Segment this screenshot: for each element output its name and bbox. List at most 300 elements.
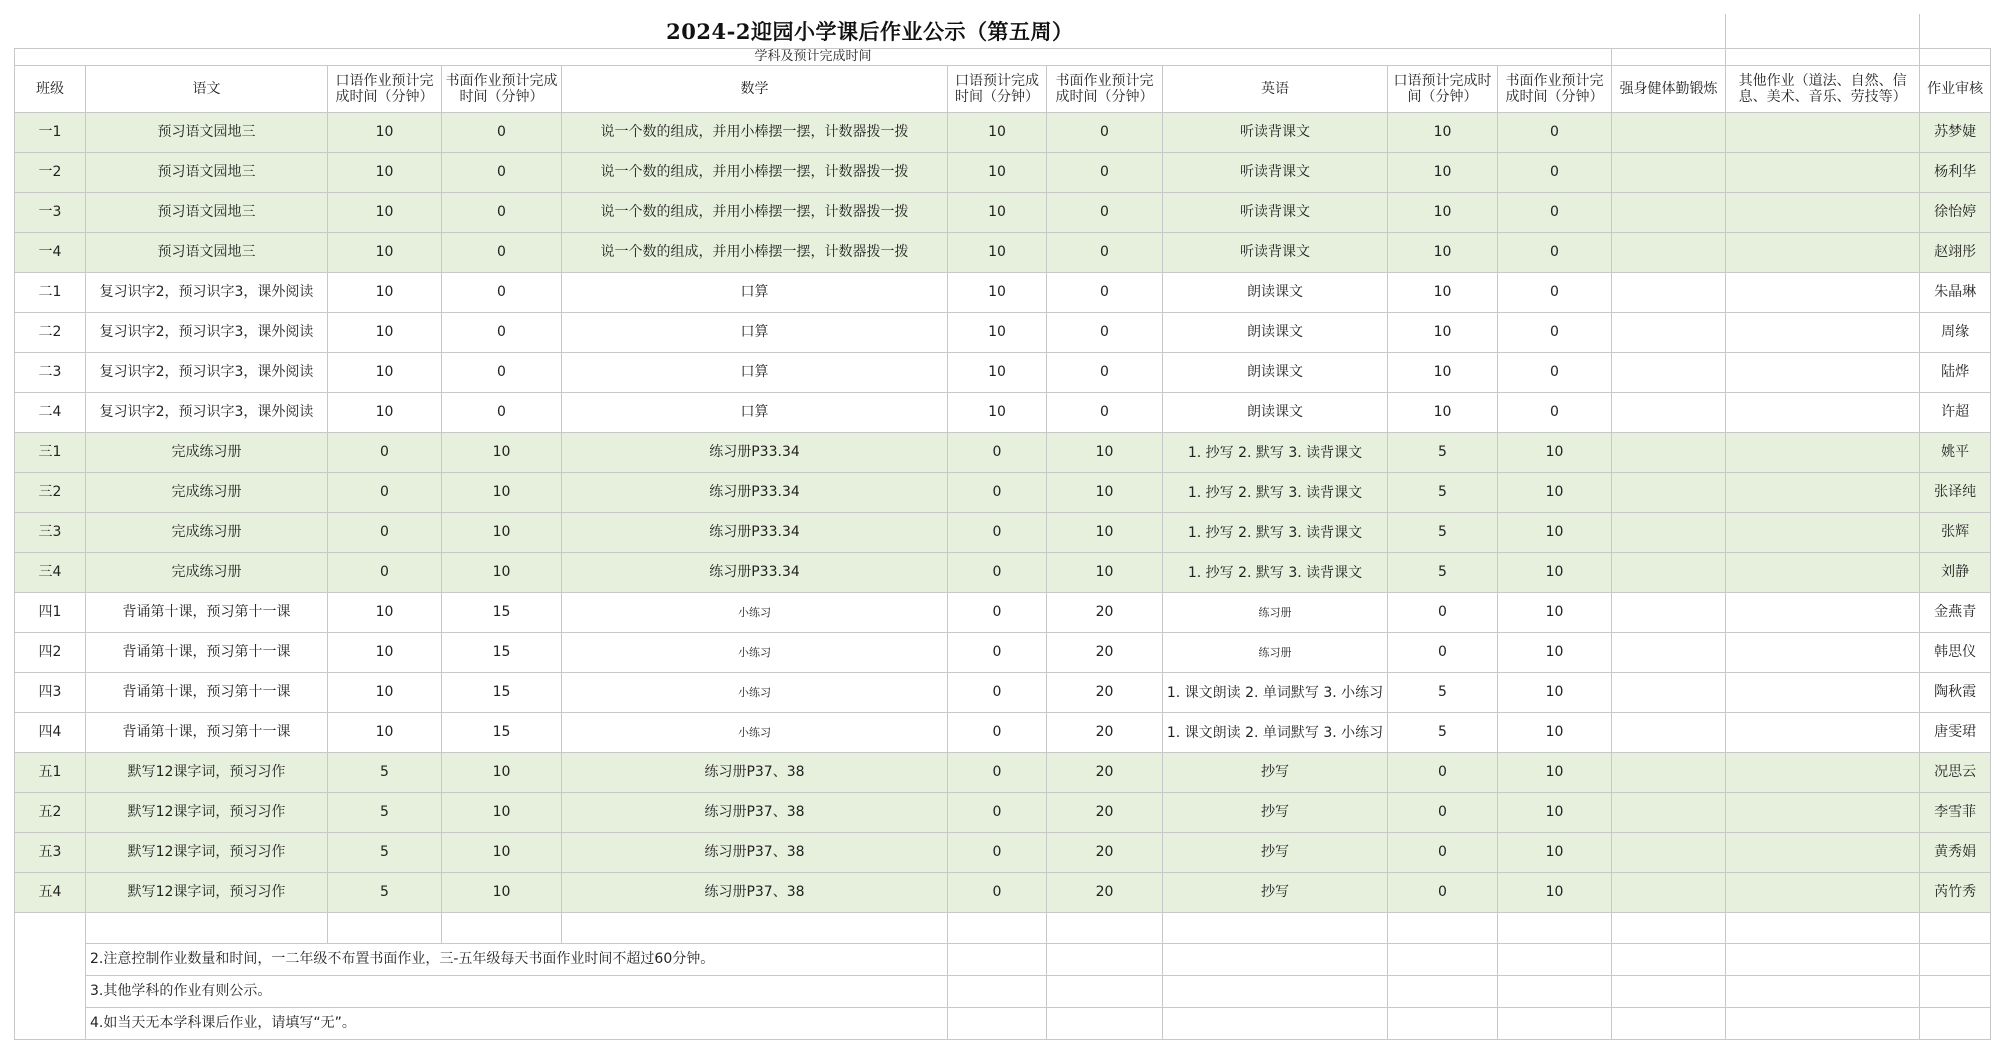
chinese-cell: 完成练习册 [86, 433, 328, 473]
chinese-cell: 背诵第十课，预习第十一课 [86, 593, 328, 633]
note-cell-blank [1612, 976, 1726, 1008]
math-written-cell: 20 [1047, 793, 1163, 833]
empty-cell [1047, 913, 1163, 944]
math-written-cell: 20 [1047, 673, 1163, 713]
reviewer-cell: 姚平 [1920, 433, 1991, 473]
chinese-written-cell: 0 [442, 193, 562, 233]
reviewer-cell: 张辉 [1920, 513, 1991, 553]
fitness-cell [1612, 553, 1726, 593]
header-class: 班级 [15, 66, 86, 113]
english-written-cell: 10 [1498, 713, 1612, 753]
math-oral-cell: 0 [948, 633, 1047, 673]
chinese-oral-cell: 10 [328, 193, 442, 233]
chinese-oral-cell: 5 [328, 793, 442, 833]
note-cell-blank [1498, 944, 1612, 976]
chinese-written-cell: 10 [442, 553, 562, 593]
reviewer-cell: 李雪菲 [1920, 793, 1991, 833]
subtitle-row [15, 49, 1991, 66]
english-written-cell: 10 [1498, 873, 1612, 913]
math-oral-cell: 10 [948, 273, 1047, 313]
english-written-cell: 0 [1498, 153, 1612, 193]
english-written-cell: 0 [1498, 113, 1612, 153]
math-cell: 小练习 [562, 673, 948, 713]
chinese-written-cell: 0 [442, 153, 562, 193]
fitness-cell [1612, 673, 1726, 713]
chinese-cell: 背诵第十课，预习第十一课 [86, 633, 328, 673]
homework-table [14, 14, 1991, 1040]
class-cell: 五3 [15, 833, 86, 873]
reviewer-cell: 况思云 [1920, 753, 1991, 793]
note-row [15, 976, 1991, 1008]
note-cell-blank [1920, 944, 1991, 976]
chinese-oral-cell: 0 [328, 513, 442, 553]
math-oral-cell: 10 [948, 113, 1047, 153]
math-cell: 口算 [562, 393, 948, 433]
note-cell-blank [1920, 1008, 1991, 1040]
table-row [15, 793, 1991, 833]
empty-cell [86, 913, 328, 944]
note-cell-blank [1498, 976, 1612, 1008]
note-text: 3.其他学科的作业有则公示。 [86, 976, 948, 1008]
english-written-cell: 0 [1498, 233, 1612, 273]
english-cell: 1. 课文朗读 2. 单词默写 3. 小练习 [1163, 713, 1388, 753]
class-cell: 三3 [15, 513, 86, 553]
chinese-oral-cell: 0 [328, 433, 442, 473]
table-row [15, 233, 1991, 273]
chinese-oral-cell: 10 [328, 313, 442, 353]
english-written-cell: 10 [1498, 793, 1612, 833]
note-cell-blank [1163, 944, 1388, 976]
note-cell-blank [1498, 1008, 1612, 1040]
english-cell: 抄写 [1163, 793, 1388, 833]
table-row [15, 833, 1991, 873]
english-oral-cell: 0 [1388, 753, 1498, 793]
reviewer-cell: 张译纯 [1920, 473, 1991, 513]
table-row [15, 473, 1991, 513]
english-written-cell: 0 [1498, 273, 1612, 313]
english-cell: 听读背课文 [1163, 113, 1388, 153]
math-written-cell: 0 [1047, 233, 1163, 273]
english-oral-cell: 10 [1388, 273, 1498, 313]
fitness-cell [1612, 113, 1726, 153]
note-cell-blank [1163, 976, 1388, 1008]
note-cell-blank [1920, 976, 1991, 1008]
reviewer-cell: 许超 [1920, 393, 1991, 433]
english-written-cell: 0 [1498, 193, 1612, 233]
table-row [15, 593, 1991, 633]
math-cell: 练习册P37、38 [562, 793, 948, 833]
title-cell-blank [1726, 14, 1920, 49]
empty-cell [1498, 913, 1612, 944]
note-cell-blank [1388, 1008, 1498, 1040]
chinese-cell: 预习语文园地三 [86, 193, 328, 233]
english-written-cell: 10 [1498, 513, 1612, 553]
header-chinese-written: 书面作业预计完成时间（分钟） [442, 66, 562, 113]
chinese-oral-cell: 10 [328, 153, 442, 193]
table-row [15, 153, 1991, 193]
other-cell [1726, 353, 1920, 393]
note-cell-blank [1612, 944, 1726, 976]
sheet-subtitle: 学科及预计完成时间 [15, 49, 1612, 66]
table-row [15, 753, 1991, 793]
class-cell: 一2 [15, 153, 86, 193]
class-cell: 一4 [15, 233, 86, 273]
math-cell: 练习册P37、38 [562, 873, 948, 913]
english-written-cell: 10 [1498, 473, 1612, 513]
empty-cell [1612, 913, 1726, 944]
homework-sheet [14, 14, 1990, 1040]
table-row [15, 193, 1991, 233]
english-oral-cell: 0 [1388, 873, 1498, 913]
english-written-cell: 0 [1498, 393, 1612, 433]
class-cell: 三4 [15, 553, 86, 593]
fitness-cell [1612, 713, 1726, 753]
subtitle-cell-blank [1920, 49, 1991, 66]
math-oral-cell: 0 [948, 673, 1047, 713]
title-cell-blank [1920, 14, 1991, 49]
chinese-cell: 背诵第十课，预习第十一课 [86, 713, 328, 753]
class-cell: 一3 [15, 193, 86, 233]
other-cell [1726, 273, 1920, 313]
english-cell: 朗读课文 [1163, 393, 1388, 433]
chinese-written-cell: 0 [442, 313, 562, 353]
header-math: 数学 [562, 66, 948, 113]
note-cell-blank [1726, 944, 1920, 976]
header-chinese: 语文 [86, 66, 328, 113]
math-cell: 练习册P37、38 [562, 753, 948, 793]
math-cell: 练习册P33.34 [562, 473, 948, 513]
fitness-cell [1612, 433, 1726, 473]
english-cell: 听读背课文 [1163, 233, 1388, 273]
class-cell: 三2 [15, 473, 86, 513]
reviewer-cell: 赵翊彤 [1920, 233, 1991, 273]
fitness-cell [1612, 833, 1726, 873]
other-cell [1726, 673, 1920, 713]
chinese-oral-cell: 10 [328, 273, 442, 313]
reviewer-cell: 芮竹秀 [1920, 873, 1991, 913]
empty-cell [328, 913, 442, 944]
class-cell: 四2 [15, 633, 86, 673]
chinese-oral-cell: 10 [328, 673, 442, 713]
empty-cell [1726, 913, 1920, 944]
math-oral-cell: 0 [948, 473, 1047, 513]
sheet-title: 2024-2迎园小学课后作业公示（第五周） [15, 14, 1726, 49]
table-row [15, 433, 1991, 473]
math-cell: 说一个数的组成，并用小棒摆一摆，计数器拨一拨 [562, 153, 948, 193]
english-cell: 抄写 [1163, 753, 1388, 793]
math-oral-cell: 10 [948, 393, 1047, 433]
table-row [15, 353, 1991, 393]
chinese-oral-cell: 5 [328, 753, 442, 793]
chinese-written-cell: 10 [442, 833, 562, 873]
english-cell: 朗读课文 [1163, 353, 1388, 393]
table-row [15, 673, 1991, 713]
english-cell: 抄写 [1163, 833, 1388, 873]
reviewer-cell: 周缘 [1920, 313, 1991, 353]
english-oral-cell: 10 [1388, 233, 1498, 273]
header-math-oral: 口语预计完成时间（分钟） [948, 66, 1047, 113]
header-other: 其他作业（道法、自然、信息、美术、音乐、劳技等） [1726, 66, 1920, 113]
note-cell-blank [1047, 976, 1163, 1008]
chinese-written-cell: 15 [442, 713, 562, 753]
english-oral-cell: 5 [1388, 513, 1498, 553]
reviewer-cell: 黄秀娟 [1920, 833, 1991, 873]
english-oral-cell: 10 [1388, 113, 1498, 153]
other-cell [1726, 753, 1920, 793]
chinese-cell: 默写12课字词，预习习作 [86, 873, 328, 913]
header-row [15, 66, 1991, 113]
note-text: 2.注意控制作业数量和时间，一二年级不布置书面作业，三-五年级每天书面作业时间不超过60分钟。 [86, 944, 948, 976]
class-cell: 四4 [15, 713, 86, 753]
other-cell [1726, 113, 1920, 153]
table-row [15, 633, 1991, 673]
english-written-cell: 10 [1498, 593, 1612, 633]
english-written-cell: 10 [1498, 833, 1612, 873]
english-oral-cell: 0 [1388, 833, 1498, 873]
table-row [15, 113, 1991, 153]
math-oral-cell: 10 [948, 153, 1047, 193]
header-english: 英语 [1163, 66, 1388, 113]
fitness-cell [1612, 513, 1726, 553]
other-cell [1726, 793, 1920, 833]
english-written-cell: 10 [1498, 433, 1612, 473]
math-written-cell: 0 [1047, 353, 1163, 393]
chinese-written-cell: 15 [442, 593, 562, 633]
english-oral-cell: 5 [1388, 433, 1498, 473]
chinese-written-cell: 0 [442, 233, 562, 273]
reviewer-cell: 陆烨 [1920, 353, 1991, 393]
english-cell: 1. 课文朗读 2. 单词默写 3. 小练习 [1163, 673, 1388, 713]
class-cell: 三1 [15, 433, 86, 473]
fitness-cell [1612, 793, 1726, 833]
other-cell [1726, 513, 1920, 553]
english-cell: 练习册 [1163, 593, 1388, 633]
other-cell [1726, 593, 1920, 633]
math-cell: 口算 [562, 353, 948, 393]
math-cell: 说一个数的组成，并用小棒摆一摆，计数器拨一拨 [562, 113, 948, 153]
other-cell [1726, 553, 1920, 593]
reviewer-cell: 苏梦婕 [1920, 113, 1991, 153]
other-cell [1726, 193, 1920, 233]
class-cell: 五4 [15, 873, 86, 913]
chinese-oral-cell: 5 [328, 873, 442, 913]
math-written-cell: 20 [1047, 873, 1163, 913]
math-written-cell: 10 [1047, 513, 1163, 553]
fitness-cell [1612, 153, 1726, 193]
reviewer-cell: 陶秋霞 [1920, 673, 1991, 713]
header-fitness: 强身健体勤锻炼 [1612, 66, 1726, 113]
chinese-cell: 预习语文园地三 [86, 233, 328, 273]
english-oral-cell: 10 [1388, 353, 1498, 393]
table-row [15, 273, 1991, 313]
reviewer-cell: 唐雯珺 [1920, 713, 1991, 753]
math-cell: 说一个数的组成，并用小棒摆一摆，计数器拨一拨 [562, 193, 948, 233]
chinese-oral-cell: 10 [328, 713, 442, 753]
chinese-cell: 复习识字2，预习识字3，课外阅读 [86, 393, 328, 433]
math-oral-cell: 0 [948, 753, 1047, 793]
empty-cell [442, 913, 562, 944]
class-cell: 二2 [15, 313, 86, 353]
math-cell: 口算 [562, 273, 948, 313]
chinese-written-cell: 10 [442, 753, 562, 793]
chinese-written-cell: 10 [442, 873, 562, 913]
english-written-cell: 0 [1498, 313, 1612, 353]
other-cell [1726, 713, 1920, 753]
fitness-cell [1612, 473, 1726, 513]
chinese-cell: 背诵第十课，预习第十一课 [86, 673, 328, 713]
math-written-cell: 0 [1047, 273, 1163, 313]
fitness-cell [1612, 193, 1726, 233]
table-row [15, 713, 1991, 753]
english-oral-cell: 5 [1388, 673, 1498, 713]
math-oral-cell: 10 [948, 233, 1047, 273]
chinese-written-cell: 10 [442, 513, 562, 553]
math-written-cell: 20 [1047, 713, 1163, 753]
chinese-cell: 默写12课字词，预习习作 [86, 793, 328, 833]
other-cell [1726, 233, 1920, 273]
chinese-written-cell: 10 [442, 473, 562, 513]
note-row [15, 1008, 1991, 1040]
english-cell: 抄写 [1163, 873, 1388, 913]
math-oral-cell: 0 [948, 433, 1047, 473]
math-written-cell: 0 [1047, 193, 1163, 233]
math-cell: 练习册P33.34 [562, 433, 948, 473]
english-written-cell: 10 [1498, 633, 1612, 673]
english-cell: 朗读课文 [1163, 313, 1388, 353]
english-oral-cell: 0 [1388, 793, 1498, 833]
math-written-cell: 10 [1047, 433, 1163, 473]
math-cell: 练习册P37、38 [562, 833, 948, 873]
math-oral-cell: 0 [948, 553, 1047, 593]
note-cell-blank [948, 1008, 1047, 1040]
class-cell: 二1 [15, 273, 86, 313]
empty-row [15, 913, 1991, 944]
math-cell: 小练习 [562, 713, 948, 753]
math-written-cell: 20 [1047, 833, 1163, 873]
math-oral-cell: 0 [948, 833, 1047, 873]
other-cell [1726, 393, 1920, 433]
english-oral-cell: 0 [1388, 633, 1498, 673]
chinese-cell: 预习语文园地三 [86, 153, 328, 193]
chinese-written-cell: 15 [442, 673, 562, 713]
chinese-oral-cell: 10 [328, 353, 442, 393]
other-cell [1726, 153, 1920, 193]
english-oral-cell: 0 [1388, 593, 1498, 633]
math-oral-cell: 0 [948, 513, 1047, 553]
english-oral-cell: 10 [1388, 393, 1498, 433]
math-cell: 说一个数的组成，并用小棒摆一摆，计数器拨一拨 [562, 233, 948, 273]
other-cell [1726, 433, 1920, 473]
english-cell: 朗读课文 [1163, 273, 1388, 313]
english-written-cell: 0 [1498, 353, 1612, 393]
math-oral-cell: 10 [948, 353, 1047, 393]
math-cell: 小练习 [562, 593, 948, 633]
header-chinese-oral: 口语作业预计完成时间（分钟） [328, 66, 442, 113]
english-cell: 听读背课文 [1163, 193, 1388, 233]
header-math-written: 书面作业预计完成时间（分钟） [1047, 66, 1163, 113]
class-cell: 五1 [15, 753, 86, 793]
english-cell: 1. 抄写 2. 默写 3. 读背课文 [1163, 513, 1388, 553]
chinese-written-cell: 10 [442, 433, 562, 473]
table-row [15, 873, 1991, 913]
english-oral-cell: 10 [1388, 153, 1498, 193]
chinese-oral-cell: 0 [328, 553, 442, 593]
reviewer-cell: 金燕青 [1920, 593, 1991, 633]
note-text: 4.如当天无本学科课后作业，请填写“无”。 [86, 1008, 948, 1040]
fitness-cell [1612, 233, 1726, 273]
math-written-cell: 0 [1047, 313, 1163, 353]
chinese-cell: 完成练习册 [86, 553, 328, 593]
empty-cell [1163, 913, 1388, 944]
english-cell: 听读背课文 [1163, 153, 1388, 193]
empty-cell [15, 913, 86, 1040]
reviewer-cell: 刘静 [1920, 553, 1991, 593]
chinese-oral-cell: 0 [328, 473, 442, 513]
fitness-cell [1612, 753, 1726, 793]
english-oral-cell: 5 [1388, 553, 1498, 593]
chinese-written-cell: 0 [442, 353, 562, 393]
subtitle-cell-blank [1612, 49, 1726, 66]
note-cell-blank [1726, 1008, 1920, 1040]
class-cell: 二4 [15, 393, 86, 433]
chinese-oral-cell: 5 [328, 833, 442, 873]
empty-cell [1920, 913, 1991, 944]
note-cell-blank [948, 976, 1047, 1008]
other-cell [1726, 473, 1920, 513]
class-cell: 二3 [15, 353, 86, 393]
table-row [15, 313, 1991, 353]
table-row [15, 513, 1991, 553]
class-cell: 四1 [15, 593, 86, 633]
english-written-cell: 10 [1498, 673, 1612, 713]
math-oral-cell: 0 [948, 793, 1047, 833]
chinese-cell: 默写12课字词，预习习作 [86, 753, 328, 793]
reviewer-cell: 徐怡婷 [1920, 193, 1991, 233]
math-oral-cell: 0 [948, 873, 1047, 913]
math-written-cell: 10 [1047, 473, 1163, 513]
math-oral-cell: 0 [948, 593, 1047, 633]
note-cell-blank [1612, 1008, 1726, 1040]
note-cell-blank [1388, 976, 1498, 1008]
fitness-cell [1612, 593, 1726, 633]
class-cell: 四3 [15, 673, 86, 713]
class-cell: 一1 [15, 113, 86, 153]
chinese-written-cell: 0 [442, 393, 562, 433]
english-cell: 1. 抄写 2. 默写 3. 读背课文 [1163, 553, 1388, 593]
fitness-cell [1612, 393, 1726, 433]
chinese-cell: 复习识字2，预习识字3，课外阅读 [86, 353, 328, 393]
other-cell [1726, 873, 1920, 913]
note-cell-blank [1047, 944, 1163, 976]
chinese-written-cell: 0 [442, 113, 562, 153]
english-cell: 练习册 [1163, 633, 1388, 673]
english-written-cell: 10 [1498, 753, 1612, 793]
math-written-cell: 20 [1047, 753, 1163, 793]
table-row [15, 393, 1991, 433]
math-written-cell: 0 [1047, 113, 1163, 153]
math-oral-cell: 0 [948, 713, 1047, 753]
header-english-oral: 口语预计完成时间（分钟） [1388, 66, 1498, 113]
math-written-cell: 0 [1047, 393, 1163, 433]
reviewer-cell: 韩思仪 [1920, 633, 1991, 673]
chinese-oral-cell: 10 [328, 233, 442, 273]
note-cell-blank [948, 944, 1047, 976]
chinese-cell: 预习语文园地三 [86, 113, 328, 153]
fitness-cell [1612, 633, 1726, 673]
header-english-written: 书面作业预计完成时间（分钟） [1498, 66, 1612, 113]
english-cell: 1. 抄写 2. 默写 3. 读背课文 [1163, 473, 1388, 513]
english-oral-cell: 10 [1388, 193, 1498, 233]
